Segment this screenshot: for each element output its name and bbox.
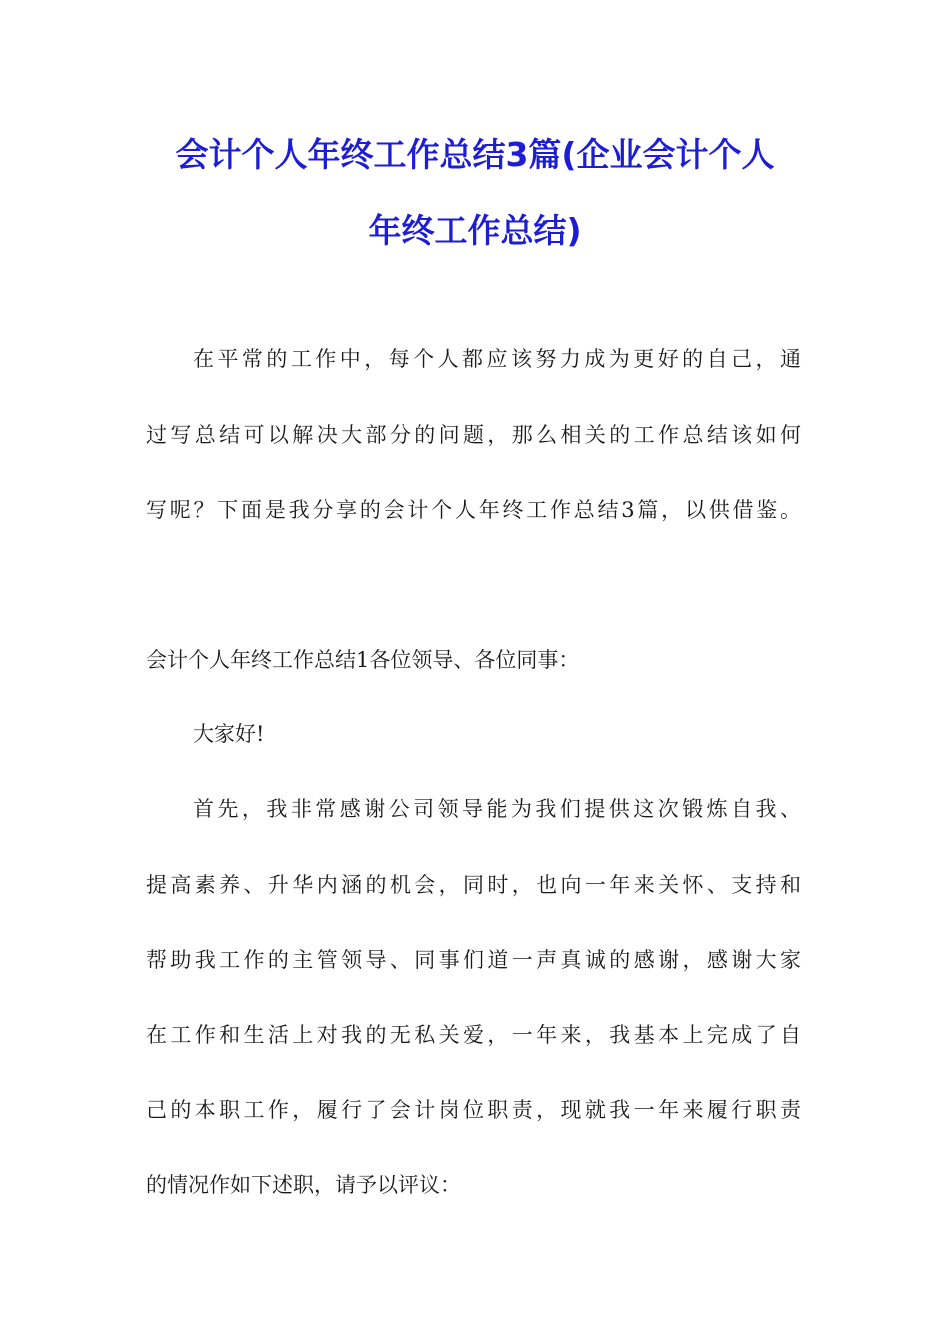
body-paragraph-line: 己的本职工作，履行了会计岗位职责，现就我一年来履行职责 [146,1098,801,1122]
body-paragraph-line: 帮助我工作的主管领导、同事们道一声真诚的感谢，感谢大家 [146,948,801,972]
body-paragraph-line: 的情况作如下述职，请予以评议： [146,1173,461,1197]
section-heading: 会计个人年终工作总结1各位领导、各位同事： [146,648,580,672]
intro-paragraph-line: 写呢？下面是我分享的会计个人年终工作总结3篇，以供借鉴。 [146,498,801,522]
body-paragraph-line: 在工作和生活上对我的无私关爱，一年来，我基本上完成了自 [146,1023,801,1047]
body-paragraph-line: 首先，我非常感谢公司领导能为我们提供这次锻炼自我、 [193,797,801,821]
greeting-line: 大家好! [193,722,265,746]
body-paragraph-line: 提高素养、升华内涵的机会，同时，也向一年来关怀、支持和 [146,873,801,897]
intro-paragraph-line: 在平常的工作中，每个人都应该努力成为更好的自己，通 [193,347,801,371]
document-title-line-1: 会计个人年终工作总结3篇(企业会计个人 [175,135,775,174]
intro-paragraph-line: 过写总结可以解决大部分的问题，那么相关的工作总结该如何 [146,423,801,447]
document-title-line-2: 年终工作总结) [368,211,582,250]
